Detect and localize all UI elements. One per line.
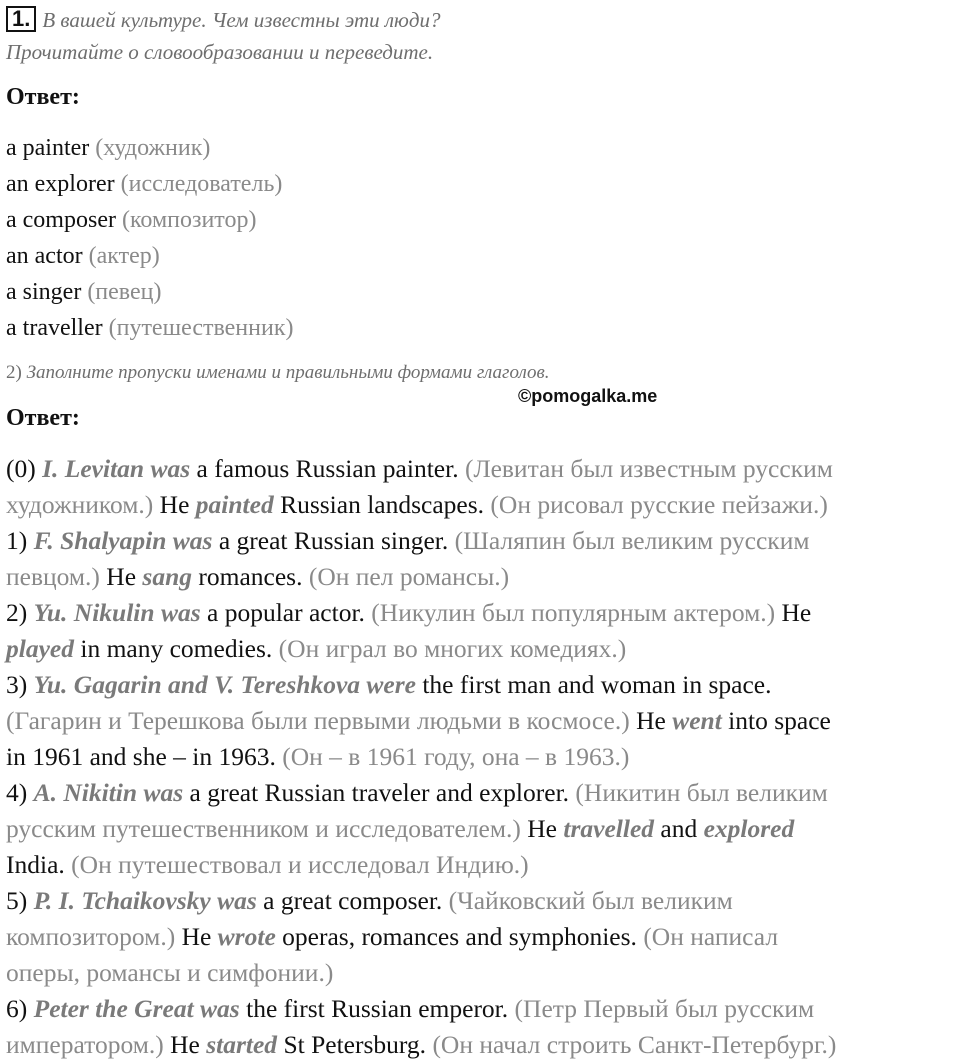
vocab-english-word: a traveller — [6, 315, 103, 341]
vocab-english-word: a painter — [6, 135, 90, 161]
filled-answer: P. I. Tchaikovsky was — [33, 886, 257, 915]
english-text: a famous Russian painter. — [190, 454, 465, 483]
english-text: romances. — [192, 562, 309, 591]
russian-translation: (Он путешествовал и исследовал Индию.) — [71, 850, 529, 879]
sentence-line — [6, 955, 956, 991]
russian-translation: (Он – в 1961 году, она – в 1963.) — [282, 742, 630, 771]
russian-translation: (Он пел романсы.) — [308, 562, 510, 591]
vocab-item — [6, 130, 293, 166]
sentence-line — [6, 991, 956, 1027]
filled-answer: Peter the Great was — [33, 994, 240, 1023]
english-text: a popular actor. — [200, 598, 372, 627]
sentence-line — [6, 559, 956, 595]
sentence-line — [6, 631, 956, 667]
vocab-russian-translation: (актер) — [88, 243, 160, 269]
english-text: (0) — [6, 454, 43, 483]
english-text: He — [775, 598, 812, 627]
vocab-english-word: a singer — [6, 279, 82, 305]
vocab-english-word: an explorer — [6, 171, 115, 197]
english-text: in many comedies. — [73, 634, 279, 663]
filled-answer: played — [6, 634, 74, 663]
vocab-english-word: an actor — [6, 243, 83, 269]
russian-translation: русским путешественником и исследователем.) — [6, 814, 521, 843]
english-text: the first man and woman in space. — [415, 670, 772, 699]
english-text: He — [520, 814, 564, 843]
task-instruction-line-2: Прочитайте о словообразовании и переведите. — [6, 40, 434, 64]
english-text: and — [654, 814, 704, 843]
russian-translation: (Чайковский был великим — [448, 886, 733, 915]
vocab-item — [6, 274, 293, 310]
sentence-line — [6, 883, 956, 919]
russian-translation: оперы, романсы и симфонии.) — [6, 958, 334, 987]
russian-translation: (Гагарин и Терешкова были первыми людьми в космосе.) — [6, 706, 630, 735]
sub-task-instruction — [6, 362, 550, 384]
english-text: a great Russian singer. — [212, 526, 455, 555]
russian-translation: композитором.) — [6, 922, 176, 951]
task-number-box: 1. — [6, 6, 36, 32]
filled-answer: A. Nikitin was — [33, 778, 184, 807]
english-text: 1) — [6, 526, 34, 555]
vocab-russian-translation: (исследователь) — [120, 171, 283, 197]
sentence-line — [6, 1027, 956, 1063]
sentence-line — [6, 523, 956, 559]
sentence-line — [6, 919, 956, 955]
filled-answer: travelled — [563, 814, 655, 843]
sentence-line — [6, 487, 956, 523]
russian-translation: (Никулин был популярным актером.) — [371, 598, 776, 627]
english-text: 3) — [6, 670, 34, 699]
sentence-line — [6, 811, 956, 847]
english-text: He — [629, 706, 673, 735]
answer-heading-1: Ответ: — [6, 84, 80, 110]
english-text: 2) — [6, 598, 34, 627]
russian-translation: (Никитин был великим — [575, 778, 828, 807]
english-text: He — [175, 922, 218, 951]
answer-heading-2: Ответ: — [6, 405, 80, 431]
russian-translation: певцом.) — [6, 562, 100, 591]
sentence-line — [6, 739, 956, 775]
filled-answer: wrote — [217, 922, 276, 951]
russian-translation: (Он написал — [643, 922, 779, 951]
vocab-item — [6, 238, 293, 274]
vocab-russian-translation: (художник) — [95, 135, 211, 161]
russian-translation: (Петр Первый был русским — [514, 994, 815, 1023]
vocab-item — [6, 202, 293, 238]
sentence-line — [6, 847, 956, 883]
english-text: India. — [6, 850, 72, 879]
english-text: 4) — [6, 778, 34, 807]
english-text: Russian landscapes. — [273, 490, 491, 519]
vocab-russian-translation: (путешественник) — [108, 315, 294, 341]
task-title: В вашей культуре. Чем известны эти люди? — [42, 8, 441, 32]
english-text: a great composer. — [256, 886, 449, 915]
english-text: the first Russian emperor. — [239, 994, 515, 1023]
filled-answer: Yu. Gagarin and V. Tereshkova were — [33, 670, 416, 699]
sentence-line — [6, 667, 956, 703]
english-text: He — [163, 1030, 207, 1059]
filled-answer: painted — [195, 490, 274, 519]
filled-answer: started — [206, 1030, 278, 1059]
filled-answer: sang — [142, 562, 193, 591]
sentence-line — [6, 451, 956, 487]
russian-translation: (Левитан был известным русским — [464, 454, 833, 483]
vocab-english-word: a composer — [6, 207, 116, 233]
task-instruction-line-1 — [6, 6, 441, 33]
sub-task-number: 2) — [6, 362, 22, 383]
sentence-line — [6, 703, 956, 739]
russian-translation: (Шаляпин был великим русским — [454, 526, 810, 555]
vocabulary-list — [6, 130, 293, 346]
answer-sentences — [6, 451, 956, 1063]
english-text: into space — [721, 706, 831, 735]
filled-answer: I. Levitan was — [42, 454, 191, 483]
filled-answer: went — [672, 706, 722, 735]
russian-translation: (Он начал строить Санкт-Петербург.) — [432, 1030, 837, 1059]
english-text: St Petersburg. — [277, 1030, 433, 1059]
vocab-item — [6, 310, 293, 346]
russian-translation: художником.) — [6, 490, 154, 519]
sentence-line — [6, 595, 956, 631]
english-text: 6) — [6, 994, 34, 1023]
english-text: a great Russian traveler and explorer. — [183, 778, 576, 807]
russian-translation: (Он рисовал русские пейзажи.) — [490, 490, 828, 519]
watermark: ©pomogalka.me — [518, 386, 658, 406]
vocab-item — [6, 166, 293, 202]
filled-answer: Yu. Nikulin was — [33, 598, 201, 627]
filled-answer: explored — [703, 814, 795, 843]
vocab-russian-translation: (композитор) — [121, 207, 257, 233]
vocab-russian-translation: (певец) — [87, 279, 162, 305]
russian-translation: императором.) — [6, 1030, 164, 1059]
english-text: 5) — [6, 886, 34, 915]
sentence-line — [6, 775, 956, 811]
english-text: He — [99, 562, 143, 591]
english-text: in 1961 and she – in 1963. — [6, 742, 283, 771]
english-text: He — [153, 490, 196, 519]
sub-task-text: Заполните пропуски именами и правильными формами глаголов. — [26, 362, 550, 383]
filled-answer: F. Shalyapin was — [33, 526, 213, 555]
english-text: operas, romances and symphonies. — [275, 922, 644, 951]
russian-translation: (Он играл во многих комедиях.) — [278, 634, 627, 663]
